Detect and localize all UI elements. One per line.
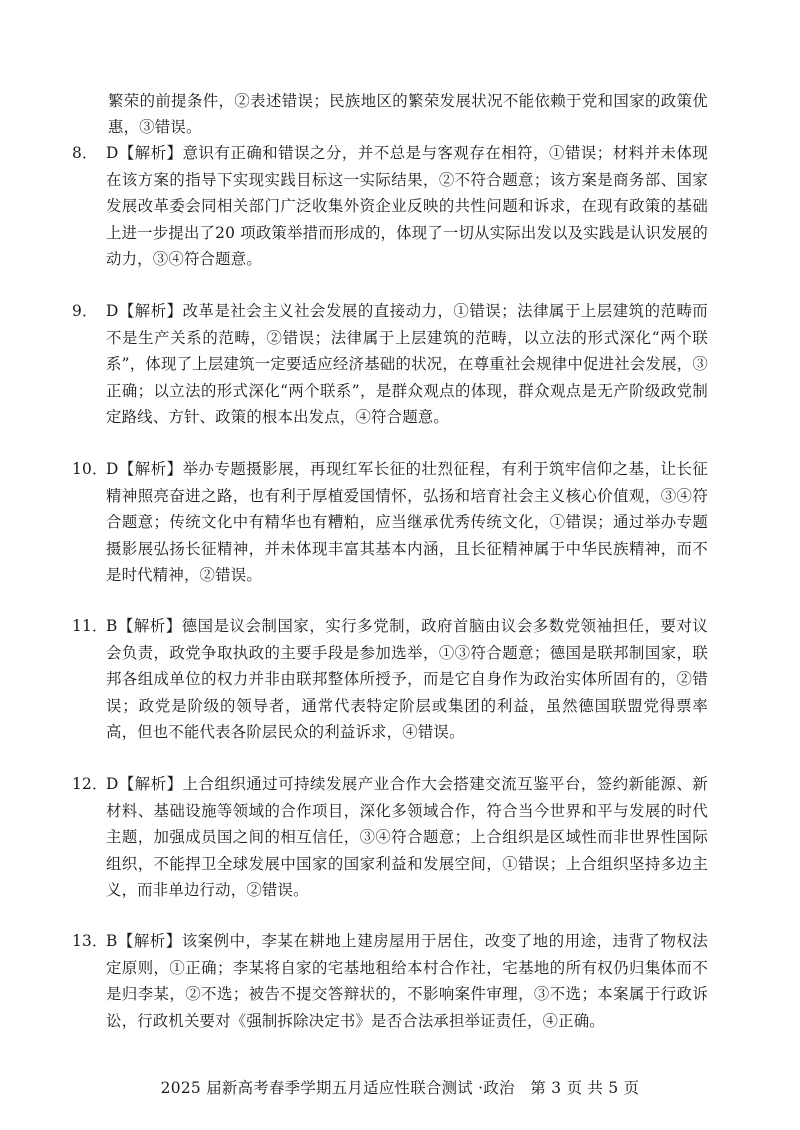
answer-item-13 xyxy=(72,928,708,1034)
item-number: 13． xyxy=(72,932,108,950)
item-number: 12． xyxy=(72,775,108,793)
item-explanation: D【解析】举办专题摄影展，再现红军长征的壮烈征程，有利于筑牢信仰之基，让长征精神照亮奋进之路，也有利于厚植爱国情怀，弘扬和培育社会主义核心价值观，③④符合题意；传统文化中有精华也有糟粕，应当继承优秀传统文化，①错误；通过举办专题摄影展弘扬长征精神，并未体现丰富其基本内涵，且长征精神属于中华民族精神，而不是时代精神，②错误。 xyxy=(106,460,708,584)
continuation-paragraph: 繁荣的前提条件，②表述错误；民族地区的繁荣发展状况不能依赖于党和国家的政策优惠，③错误。 xyxy=(108,92,708,136)
item-explanation: B【解析】德国是议会制国家，实行多党制，政府首脑由议会多数党领袖担任，要对议会负责，政党争取执政的主要手段是参加选举，①③符合题意；德国是联邦制国家，联邦各组成单位的权力并非由联邦整体所授予，而是它自身作为政治实体所固有的，②错误；政党是阶级的领导者，通常代表特定阶层或集团的利益，虽然德国联盟党得票率高，但也不能代表各阶层民众的利益诉求，④错误。 xyxy=(106,617,708,741)
item-explanation: D【解析】意识有正确和错误之分，并不总是与客观存在相符，①错误；材料并未体现在该方案的指导下实现实践目标这一实际结果，②不符合题意；该方案是商务部、国家发展改革委会同相关部门广泛收集外资企业反映的共性问题和诉求，在现有政策的基础上进一步提出了20 项政策举措而形成的，体现了一切从实际出发以及实践是认识发展的动力，③④符合题意。 xyxy=(106,144,708,268)
answer-item-9 xyxy=(72,298,708,431)
item-number: 9． xyxy=(72,302,98,320)
item-number: 8． xyxy=(72,144,98,162)
item-explanation: B【解析】该案例中，李某在耕地上建房屋用于居住，改变了地的用途，违背了物权法定原则，①正确；李某将自家的宅基地租给本村合作社，宅基地的所有权仍归集体而不是归李某，②不选；被告不提交答辩状的，不影响案件审理，③不选；本案属于行政诉讼，行政机关要对《强制拆除决定书》是否合法承担举证责任，④正确。 xyxy=(106,932,708,1030)
item-number: 11． xyxy=(72,617,108,635)
answer-item-11 xyxy=(72,613,708,746)
answer-item-12 xyxy=(72,771,708,904)
answer-item-8 xyxy=(72,140,708,273)
item-explanation: D【解析】改革是社会主义社会发展的直接动力，①错误；法律属于上层建筑的范畴而不是生产关系的范畴，②错误；法律属于上层建筑的范畴，以立法的形式深化“两个联系”，体现了上层建筑一定要适应经济基础的状况，在尊重社会规律中促进社会发展，③正确；以立法的形式深化“两个联系”，是群众观点的体现，群众观点是无产阶级政党制 定路线、方针、政策的根本出发点，④符合题意。 xyxy=(106,302,708,426)
item-explanation: D【解析】上合组织通过可持续发展产业合作大会搭建交流互鉴平台，签约新能源、新材料、基础设施等领域的合作项目，深化多领域合作，符合当今世界和平与发展的时代主题，加强成员国之间的相互信任，③④符合题意；上合组织是区域性而非世界性国际组织，不能捍卫全球发展中国家的国家利益和发展空间，①错误；上合组织坚持多边主义，而非单边行动，②错误。 xyxy=(106,775,708,899)
page-footer: 2025 届新高考春季学期五月适应性联合测试 ·政治 第 3 页 共 5 页 xyxy=(160,1079,640,1097)
answer-item-10 xyxy=(72,456,708,589)
item-number: 10． xyxy=(72,460,108,478)
